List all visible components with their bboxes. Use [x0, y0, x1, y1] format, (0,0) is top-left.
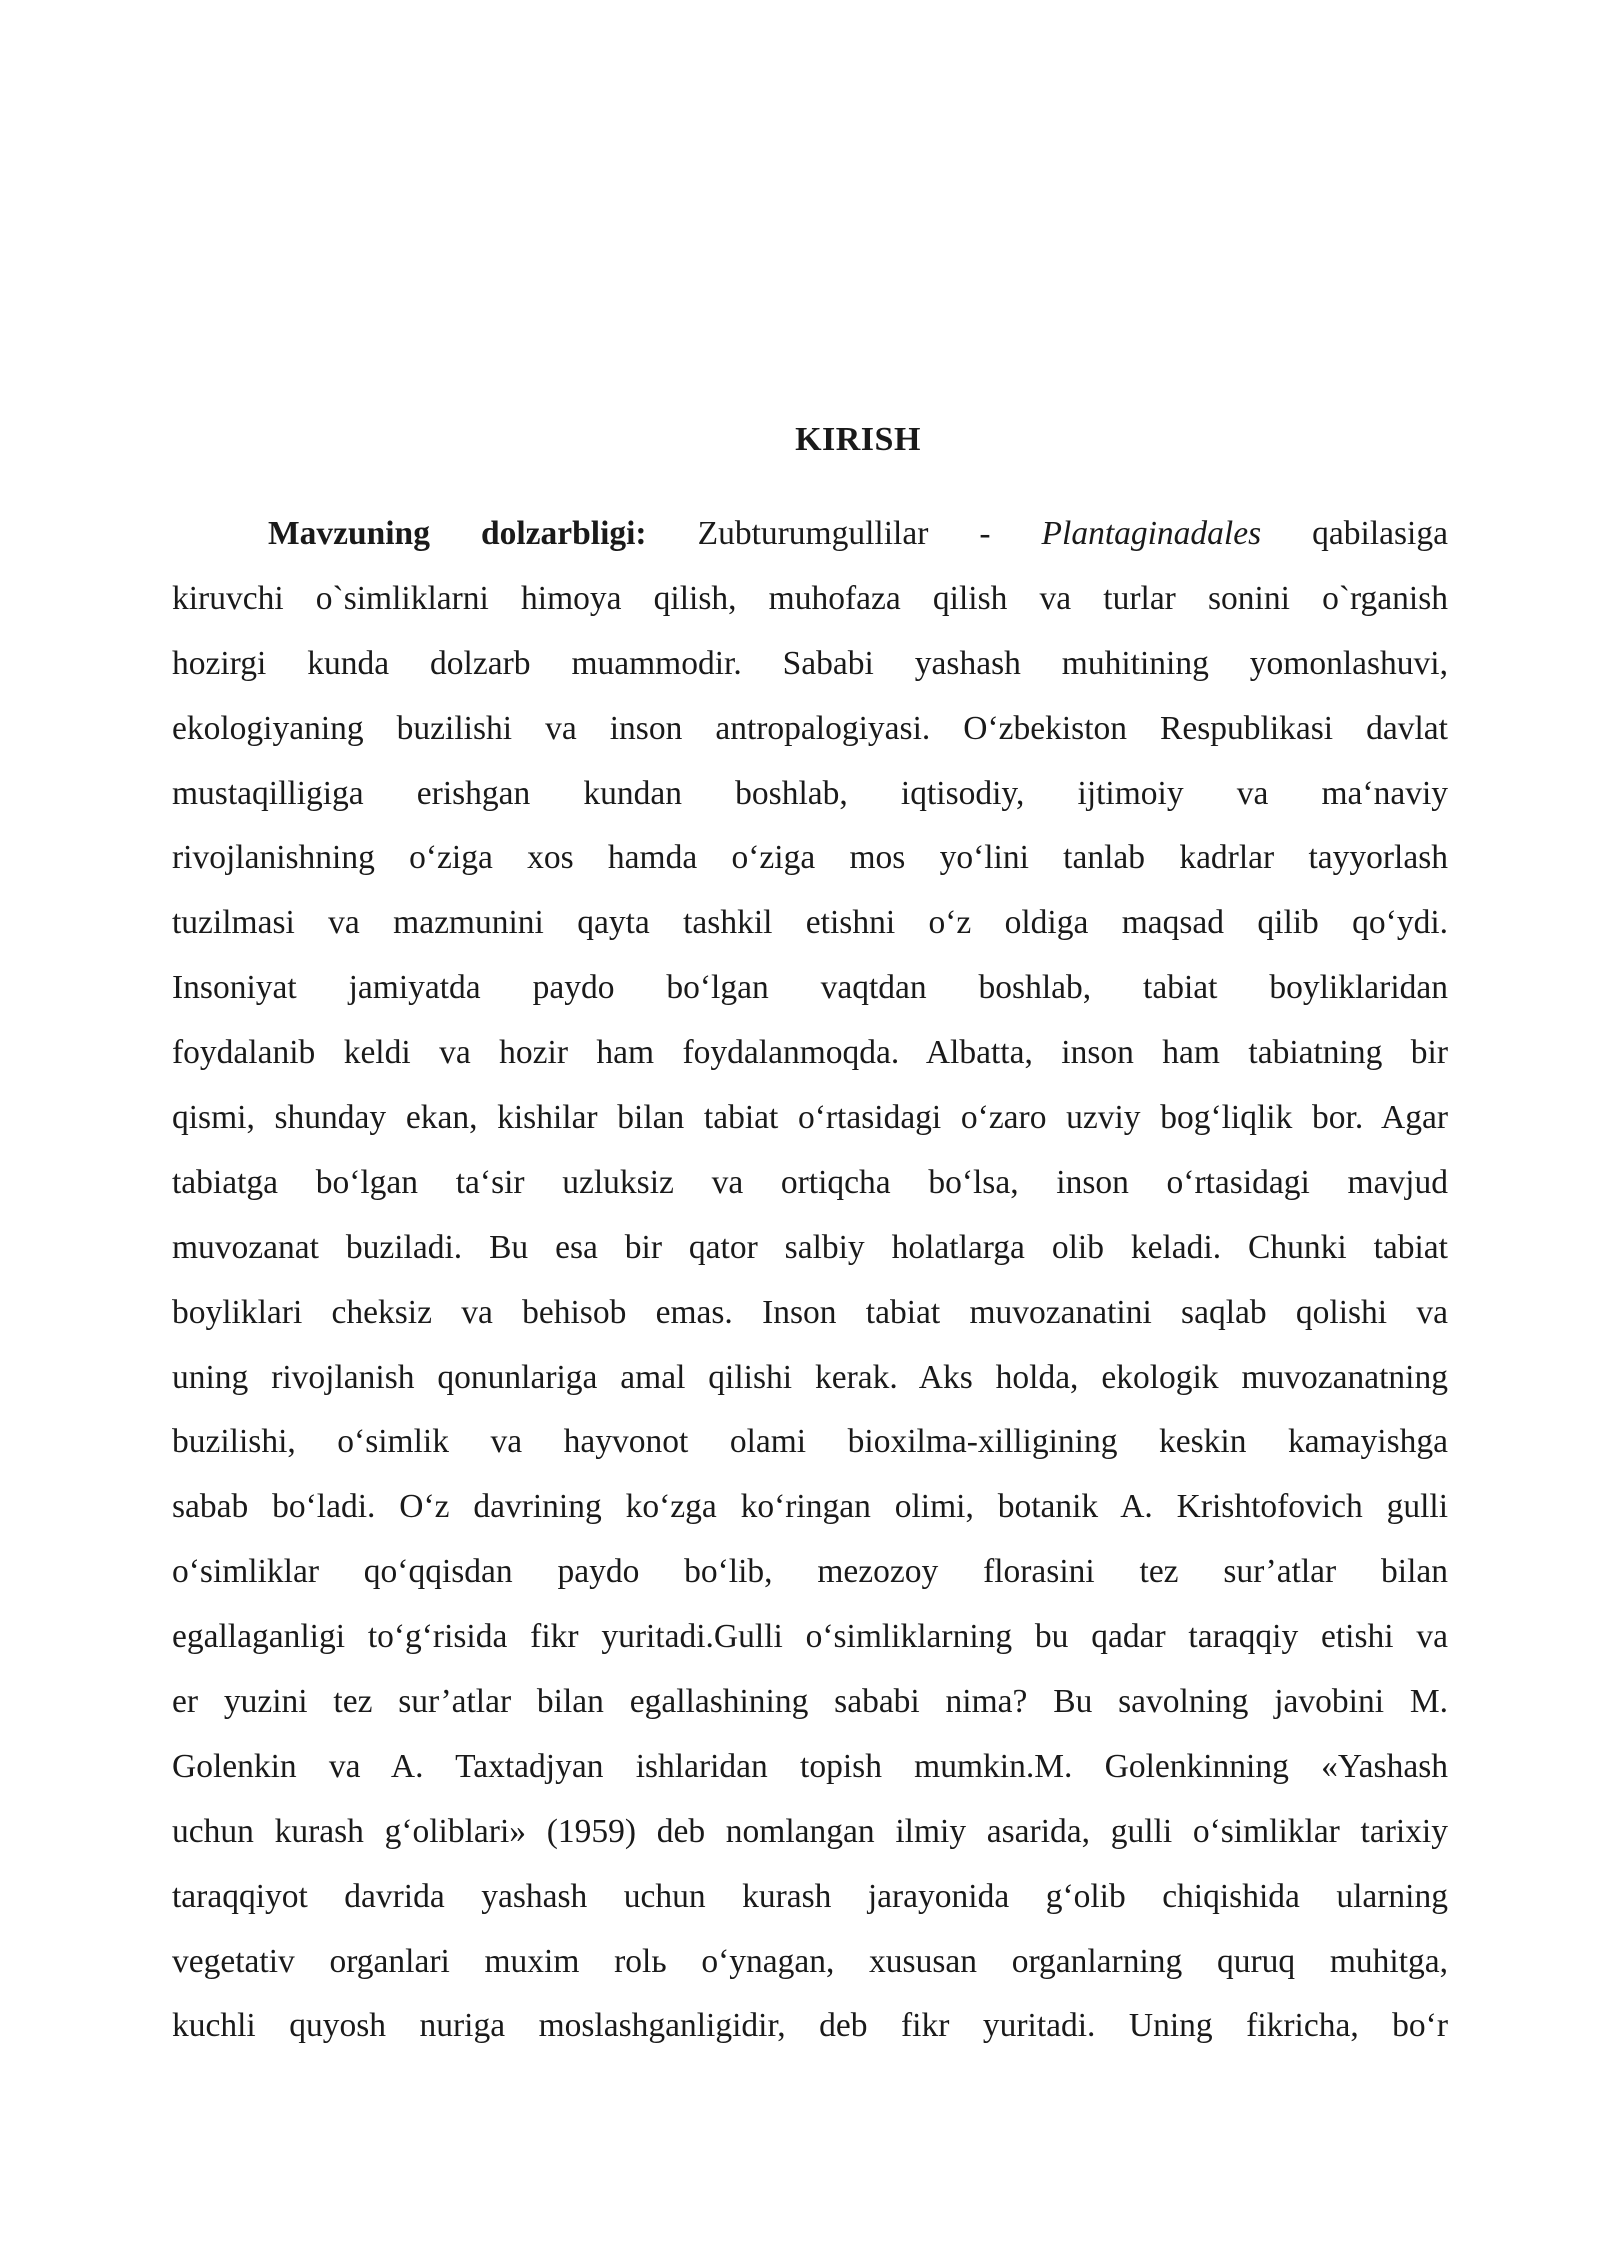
first-line-text-end: qabilasiga: [1312, 515, 1448, 552]
text-line: buzilishi, o‘simlik va hayvonot olami bioxilma-xilligining keskin kamayishga: [172, 1423, 1448, 1461]
text-line: o‘simliklar qo‘qqisdan paydo bo‘lib, mezozoy florasini tez sur’atlar bilan: [172, 1553, 1448, 1591]
paragraph-first-line: [172, 502, 1448, 567]
text-line: uchun kurash g‘oliblari» (1959) deb nomlangan ilmiy asarida, gulli o‘simliklar tarixiy: [172, 1812, 1448, 1850]
lead-label: Mavzuning dolzarbligi:: [268, 515, 647, 552]
text-line: kiruvchi o`simliklarni himoya qilish, muhofaza qilish va turlar sonini o`rganish: [172, 579, 1448, 617]
text-line: sabab bo‘ladi. O‘z davrining ko‘zga ko‘ringan olimi, botanik A. Krishtofovich gulli: [172, 1488, 1448, 1526]
taxon-name: Plantaginadales: [1041, 515, 1262, 552]
text-line: qismi, shunday ekan, kishilar bilan tabiat o‘rtasidagi o‘zaro uzviy bog‘liqlik bor. Agar: [172, 1099, 1448, 1137]
text-line: muvozanat buziladi. Bu esa bir qator salbiy holatlarga olib keladi. Chunki tabiat: [172, 1228, 1448, 1266]
body-paragraph: [172, 502, 1448, 2059]
text-line: mustaqilligiga erishgan kundan boshlab, iqtisodiy, ijtimoiy va ma‘naviy: [172, 774, 1448, 812]
text-line: egallaganligi to‘g‘risida fikr yuritadi.Gulli o‘simliklarning bu qadar taraqqiy etishi va: [172, 1618, 1448, 1656]
text-line: taraqqiyot davrida yashash uchun kurash jarayonida g‘olib chiqishida ularning: [172, 1877, 1448, 1915]
text-line: hozirgi kunda dolzarb muammodir. Sababi yashash muhitining yomonlashuvi,: [172, 644, 1448, 682]
text-line: foydalanib keldi va hozir ham foydalanmoqda. Albatta, inson ham tabiatning bir: [172, 1034, 1448, 1072]
text-line: er yuzini tez sur’atlar bilan egallashining sababi nima? Bu savolning javobini M.: [172, 1683, 1448, 1721]
page-title: KIRISH: [795, 421, 921, 458]
text-line: tabiatga bo‘lgan ta‘sir uzluksiz va ortiqcha bo‘lsa, inson o‘rtasidagi mavjud: [172, 1163, 1448, 1201]
text-line: rivojlanishning o‘ziga xos hamda o‘ziga mos yo‘lini tanlab kadrlar tayyorlash: [172, 839, 1448, 877]
text-line: Insoniyat jamiyatda paydo bo‘lgan vaqtdan boshlab, tabiat boyliklaridan: [172, 969, 1448, 1007]
text-line: Golenkin va A. Taxtadjyan ishlaridan topish mumkin.M. Golenkinning «Yashash: [172, 1747, 1448, 1785]
text-line: tuzilmasi va mazmunini qayta tashkil etishni o‘z oldiga maqsad qilib qo‘ydi.: [172, 904, 1448, 942]
first-line-text: Zubturumgullilar -: [697, 515, 991, 552]
text-line: ekologiyaning buzilishi va inson antropalogiyasi. O‘zbekiston Respublikasi davlat: [172, 709, 1448, 747]
text-line: uning rivojlanish qonunlariga amal qilishi kerak. Aks holda, ekologik muvozanatning: [172, 1358, 1448, 1396]
text-line: boyliklari cheksiz va behisob emas. Inson tabiat muvozanatini saqlab qolishi va: [172, 1293, 1448, 1331]
text-line: vegetativ organlari muxim rolь o‘ynagan, xususan organlarning quruq muhitga,: [172, 1942, 1448, 1980]
text-line: kuchli quyosh nuriga moslashganligidir, deb fikr yuritadi. Uning fikricha, bo‘r: [172, 2007, 1448, 2045]
